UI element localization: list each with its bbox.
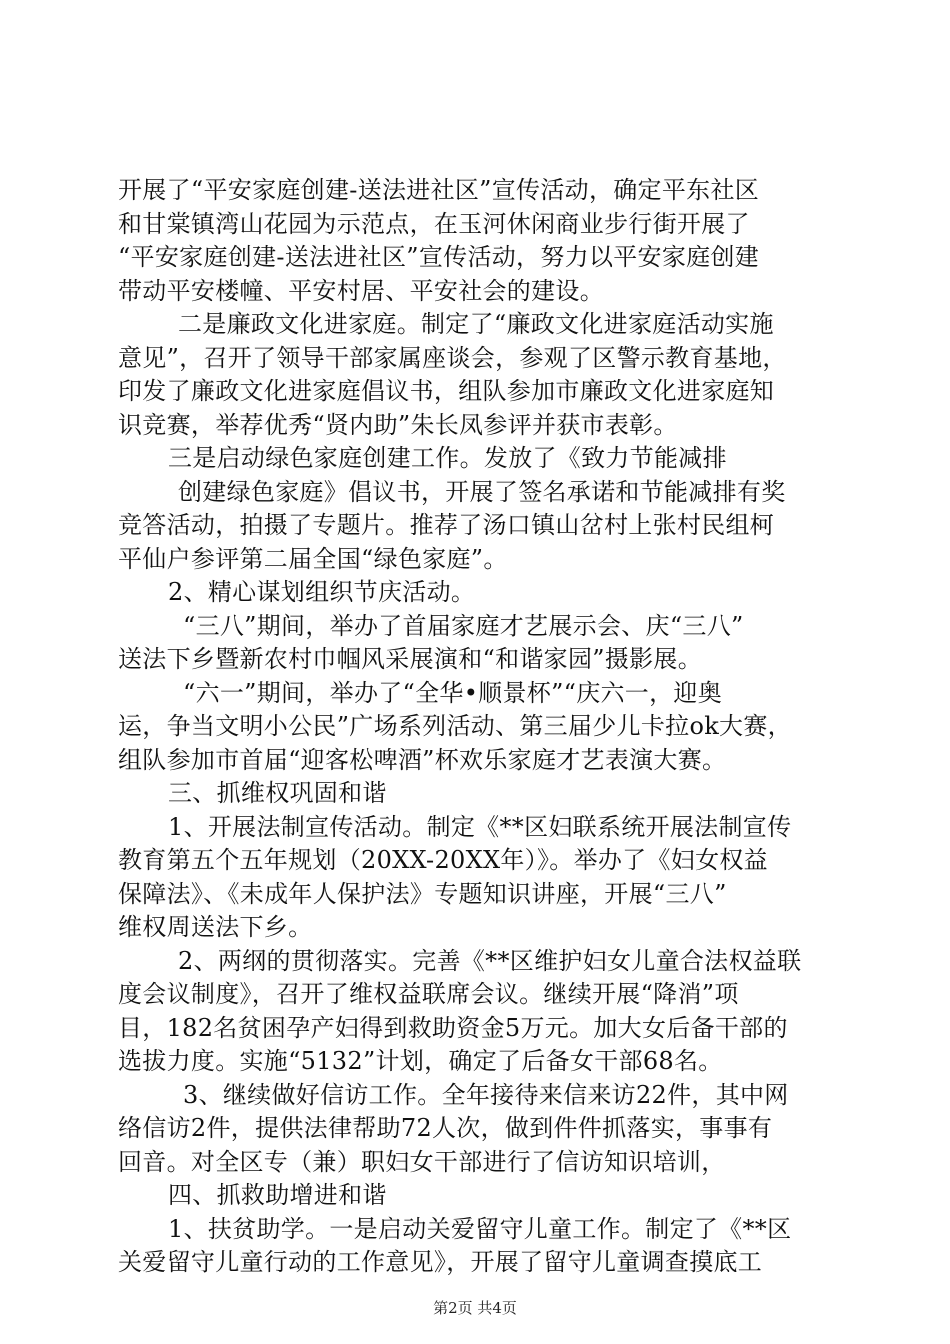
text-line: 带动平安楼幢、平安村居、平安社会的建设。 (118, 276, 604, 305)
paragraph-start-line: “三八”期间，举办了首届家庭才艺展示会、庆“三八” (183, 611, 744, 640)
paragraph-start-line: 1、开展法制宣传活动。制定《**区妇联系统开展法制宣传 (168, 812, 792, 841)
paragraph-start-line: 2、两纲的贯彻落实。完善《**区维护妇女儿童合法权益联 (178, 946, 802, 975)
text-line: 送法下乡暨新农村巾帼风采展演和“和谐家园”摄影展。 (118, 645, 703, 673)
paragraph-start-line: 1、扶贫助学。一是启动关爱留守儿童工作。制定了《**区 (168, 1214, 792, 1243)
paragraph-start-line: 二是廉政文化进家庭。制定了“廉政文化进家庭活动实施 (178, 310, 774, 338)
text-line: 运，争当文明小公民”广场系列活动、第三届少儿卡拉ok大赛， (118, 712, 792, 740)
text-line: 组队参加市首届“迎客松啤酒”杯欢乐家庭才艺表演大赛。 (118, 745, 727, 774)
text-line: 印发了廉政文化进家庭倡议书，组队参加市廉政文化进家庭知 (118, 377, 775, 405)
paragraph-start-line: 三是启动绿色家庭创建工作。发放了《致力节能减排 (168, 444, 727, 472)
text-line: 创建绿色家庭》倡议书，开展了签名承诺和节能减排有奖 (178, 477, 786, 506)
paragraph-start-line: 2、精心谋划组织节庆活动。 (168, 578, 476, 606)
paragraph-start-line: “六一”期间，举办了“全华•顺景杯”“庆六一，迎奥 (183, 678, 723, 707)
text-line: 选拔力度。实施“5132”计划，确定了后备女干部68名。 (118, 1047, 723, 1075)
text-line: 回音。对全区专（兼）职妇女干部进行了信访知识培训， (118, 1147, 726, 1176)
text-line: 教育第五个五年规划（20XX-20XX年）》。举办了《妇女权益 (118, 846, 768, 874)
document-body (118, 174, 834, 1280)
page-number-footer: 第2页 共4页 (433, 1299, 517, 1317)
section-heading: 三、抓维权巩固和谐 (168, 779, 387, 807)
text-line: 关爱留守儿童行动的工作意见》，开展了留守儿童调查摸底工 (118, 1248, 763, 1276)
text-line: 竞答活动，拍摄了专题片。推荐了汤口镇山岔村上张村民组柯 (118, 511, 775, 539)
text-line: 保障法》、《未成年人保护法》专题知识讲座，开展“三八” (118, 879, 727, 908)
text-line: 度会议制度》，召开了维权益联席会议。继续开展“降消”项 (118, 980, 739, 1008)
text-line: “平安家庭创建-送法进社区”宣传活动，努力以平安家庭创建 (118, 243, 760, 271)
text-line: 维权周送法下乡。 (118, 913, 313, 941)
text-line: 和甘棠镇湾山花园为示范点，在玉河休闲商业步行街开展了 (118, 209, 750, 238)
paragraph-start-line: 3、继续做好信访工作。全年接待来信来访22件，其中网 (183, 1080, 789, 1109)
text-line: 开展了“平安家庭创建-送法进社区”宣传活动，确定平东社区 (118, 176, 760, 204)
text-line: 意见”，召开了领导干部家属座谈会，参观了区警示教育基地， (118, 343, 787, 372)
section-heading: 四、抓救助增进和谐 (168, 1181, 387, 1209)
text-line: 络信访2件，提供法律帮助72人次，做到件件抓落实，事事有 (118, 1114, 773, 1142)
text-line: 平仙户参评第二届全国“绿色家庭”。 (118, 544, 508, 573)
text-line: 目，182名贫困孕产妇得到救助资金5万元。加大女后备干部的 (118, 1013, 788, 1042)
text-line: 识竞赛，举荐优秀“贤内助”朱长凤参评并获市表彰。 (118, 410, 678, 439)
